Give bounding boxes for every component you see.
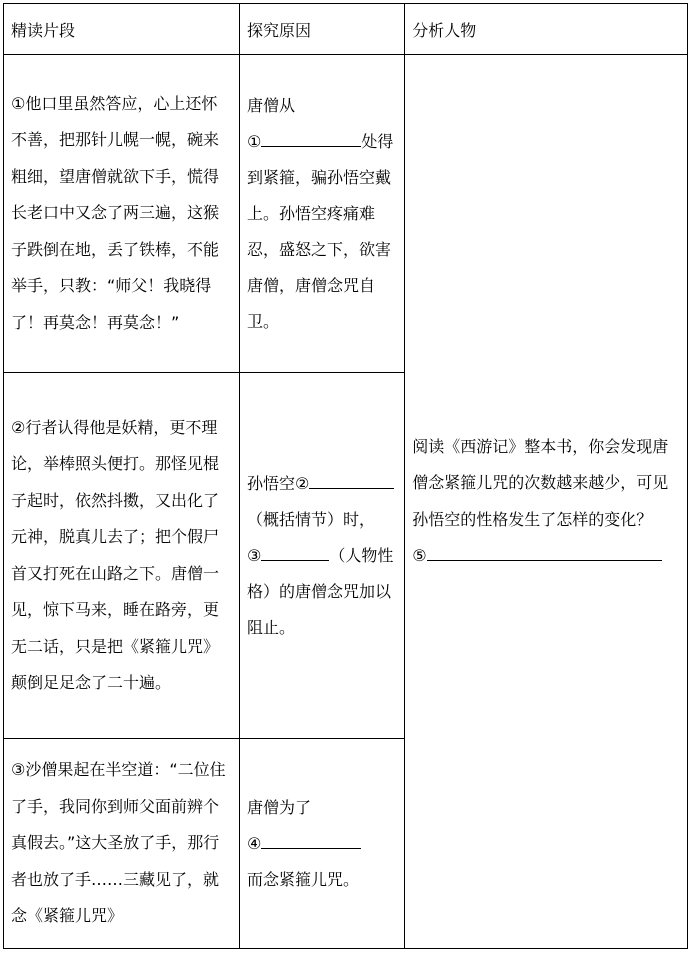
analysis-cell — [405, 55, 688, 949]
reason-2-lead: 孙悟空② — [246, 473, 310, 493]
excerpt-cell-3 — [4, 739, 240, 949]
reason-cell-2 — [239, 373, 404, 739]
answer-blank-2[interactable] — [309, 470, 394, 489]
excerpt-text-1: ①他口里虽然答应，心上还怀不善，把那针儿幌一幌，碗来粗细，望唐僧就欲下手，慌得长老口中又念了两三遍，这猴子跌倒在地，丢了铁棒，不能举手，只教：“师父！我晓得了！再莫念！再莫念！” — [11, 93, 220, 332]
blank-3-number: ③ — [246, 545, 262, 565]
answer-blank-3[interactable] — [261, 542, 329, 561]
reason-cell-3 — [239, 739, 404, 949]
analysis-question: 阅读《西游记》整本书，你会发现唐僧念紧箍儿咒的次数越来越少，可见孙悟空的性格发生了怎样的变化？ — [412, 436, 669, 529]
blank-4-number: ④ — [246, 833, 262, 853]
table-row — [4, 55, 688, 373]
excerpt-text-3: ③沙僧果起在半空道：“二位住了手，我同你到师父面前辨个真假去。”这大圣放了手，那行者也放了手……三藏见了，就念《紧箍儿咒》 — [11, 760, 226, 926]
answer-blank-1[interactable] — [261, 128, 361, 147]
reason-2-rest: （人物性格）的唐僧念咒加以阻止。 — [246, 545, 394, 637]
answer-blank-5[interactable] — [427, 542, 662, 561]
table-header-row — [4, 4, 688, 55]
header-excerpt: 精读片段 — [4, 4, 240, 55]
header-reason: 探究原因 — [239, 4, 404, 55]
reading-worksheet-table — [3, 3, 688, 949]
excerpt-text-2: ②行者认得他是妖精，更不理论，举棒照头便打。那怪见棍子起时，依然抖擞，又出化了元神，脱真儿去了；把个假尸首又打死在山路之下。唐僧一见，惊下马来，睡在路旁，更无二话，只是把《紧箍儿咒》颠倒足足念了二十遍。 — [11, 417, 220, 692]
blank-5-number: ⑤ — [412, 546, 427, 565]
reason-3-lead: 唐僧为了 — [246, 797, 311, 817]
answer-blank-4[interactable] — [261, 830, 361, 849]
excerpt-cell-2 — [4, 373, 240, 739]
excerpt-cell-1 — [4, 55, 240, 373]
header-analysis: 分析人物 — [405, 4, 688, 55]
reason-1-lead: 唐僧从 — [246, 95, 295, 115]
reason-1-rest: 处得到紧箍，骗孙悟空戴上。孙悟空疼痛难忍，盛怒之下，欲害唐僧，唐僧念咒自卫。 — [246, 131, 394, 331]
reason-3-rest: 而念紧箍儿咒。 — [246, 869, 359, 889]
blank-1-number: ① — [246, 131, 262, 151]
reason-cell-1 — [239, 55, 404, 373]
reason-2-plot-note: （概括情节）时， — [246, 509, 375, 529]
